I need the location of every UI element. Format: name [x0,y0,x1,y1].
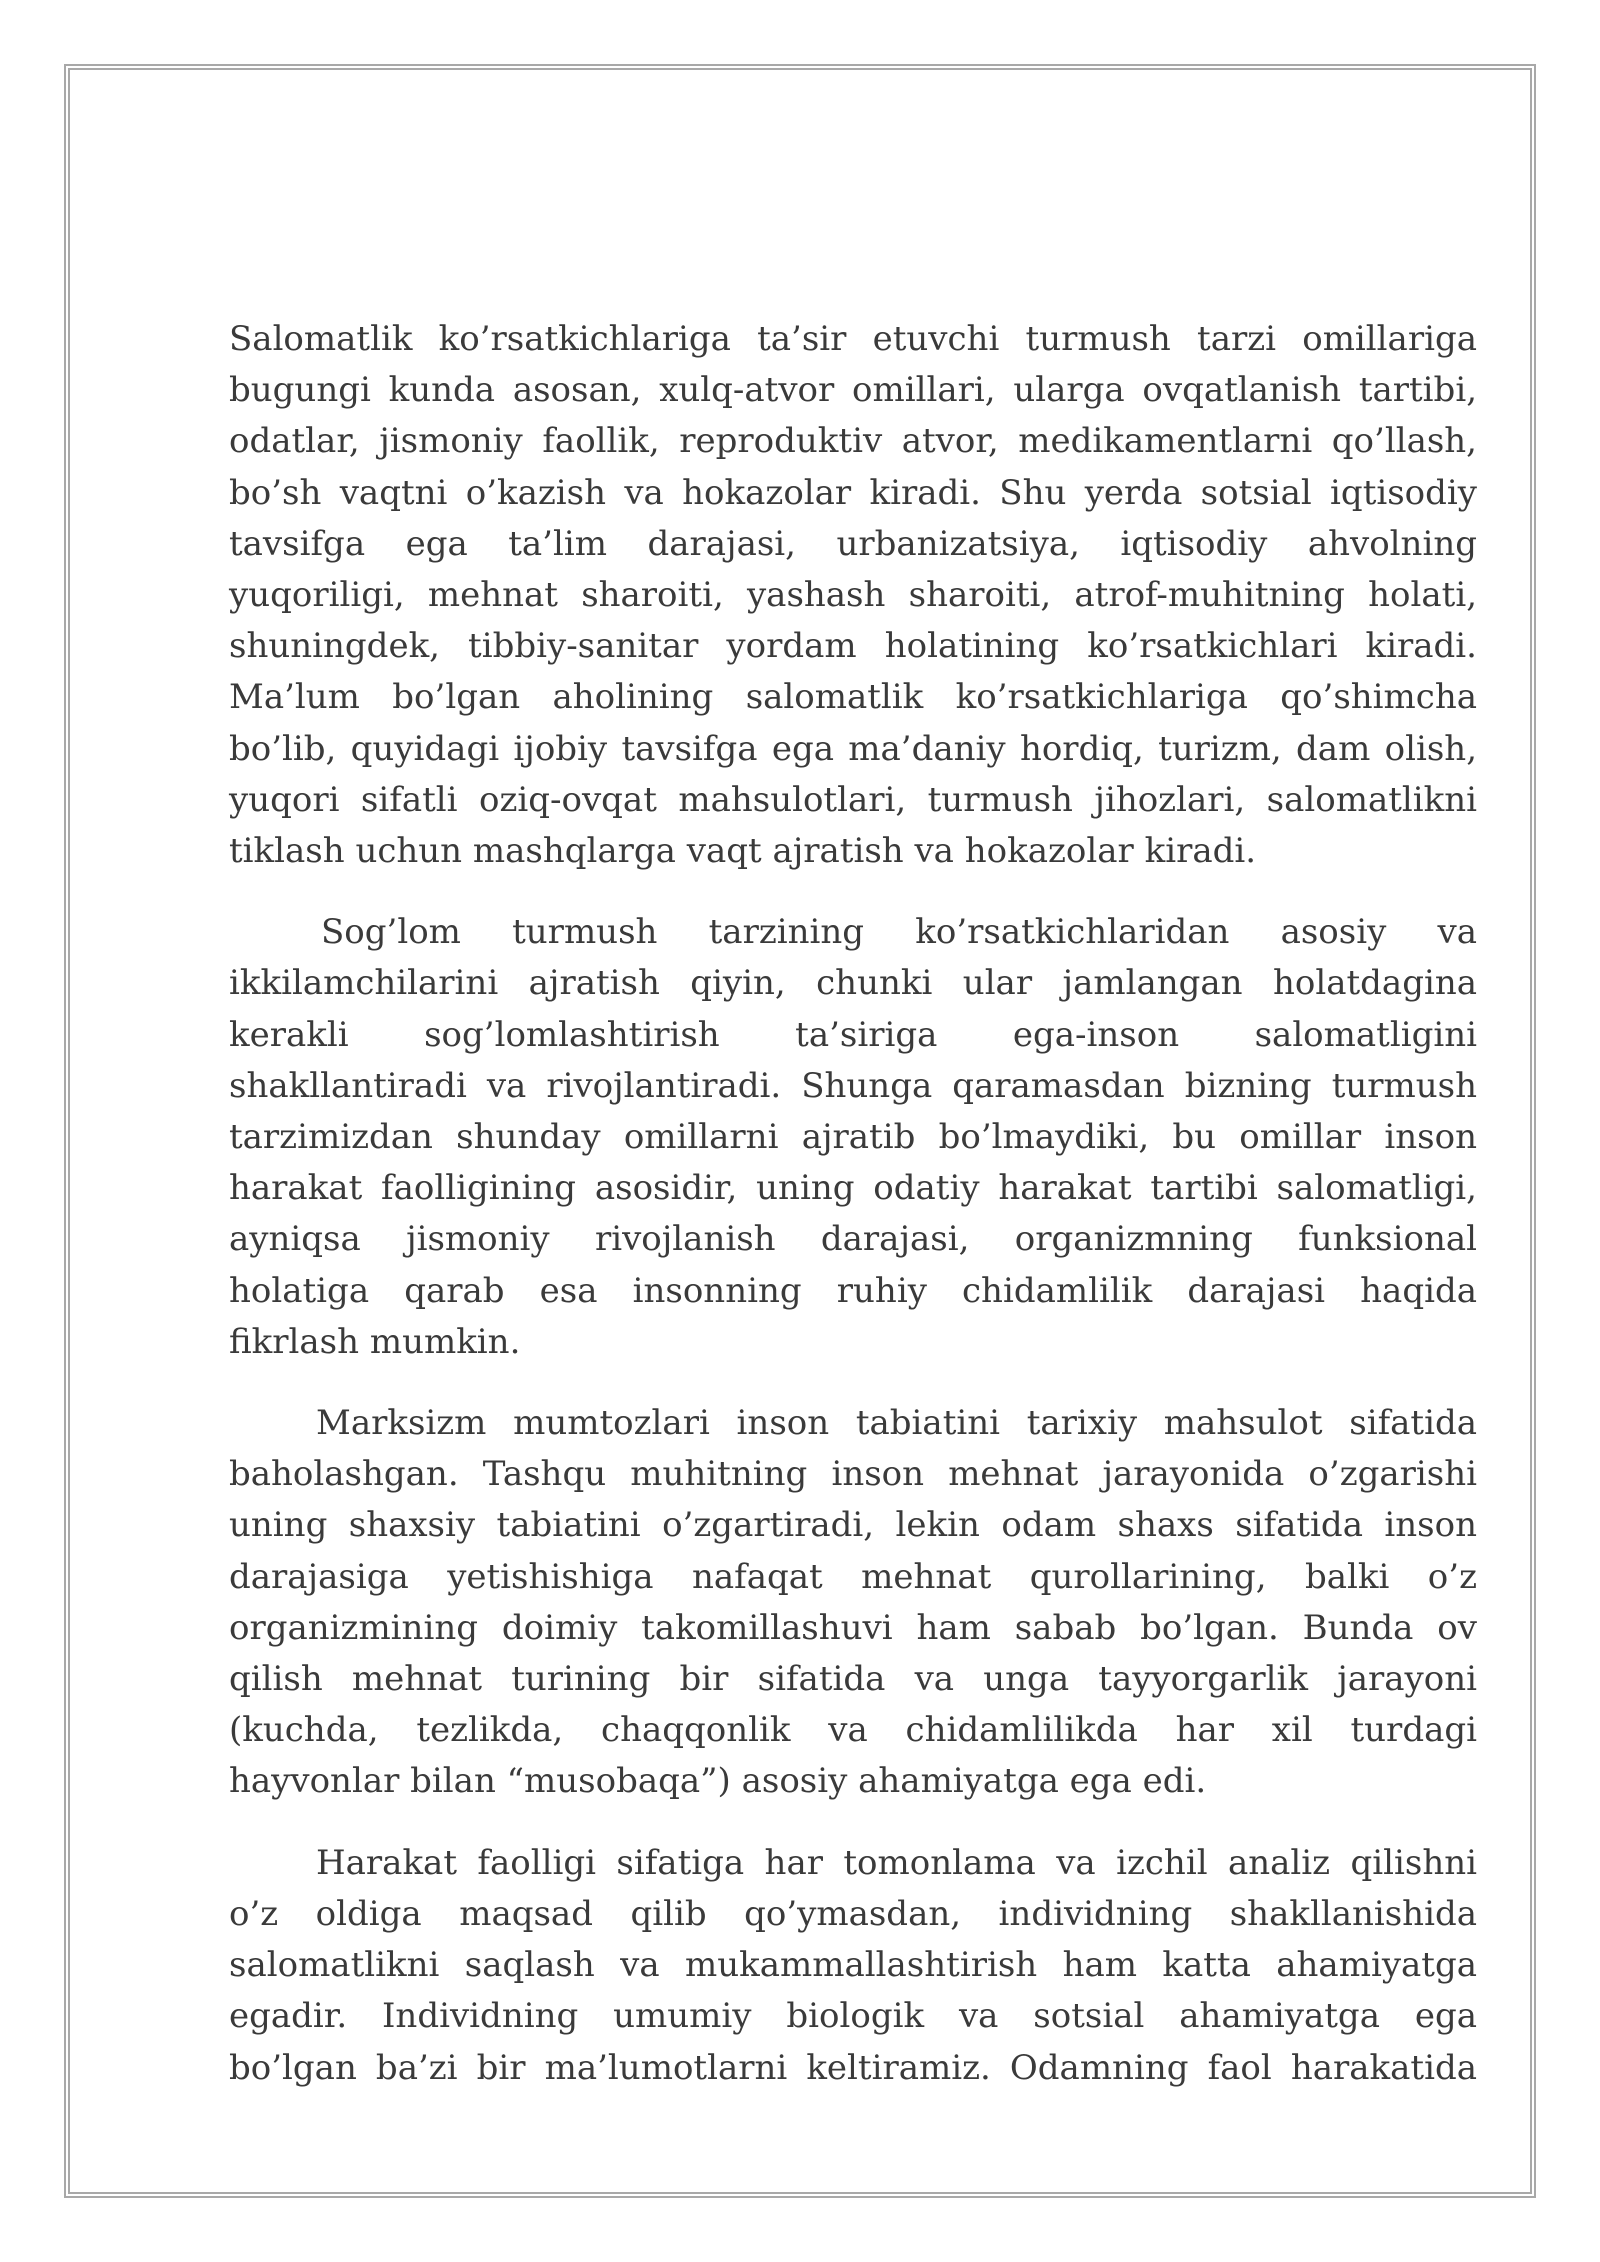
text-line: shuningdek, tibbiy-sanitar yordam holatining ko’rsatkichlari kiradi. [229,626,1477,667]
text-line: salomatlikni saqlash va mukammallashtirish ham katta ahamiyatga [229,1945,1477,1986]
text-line: yuqoriligi, mehnat sharoiti, yashash sharoiti, atrof-muhitning holati, [229,575,1477,616]
paragraph-3 [229,1398,1477,1808]
text-line: kerakli sog’lomlashtirish ta’siriga ega-inson salomatligini [229,1014,1477,1055]
paragraph-1 [229,314,1477,877]
text-line: ayniqsa jismoniy rivojlanish darajasi, organizmning funksional [229,1219,1477,1260]
text-line: baholashgan. Tashqu muhitning inson mehnat jarayonida o’zgarishi [229,1454,1477,1495]
text-line: fikrlash mumkin. [229,1321,521,1362]
paragraph-2 [229,907,1477,1368]
text-line: Salomatlik ko’rsatkichlariga ta’sir etuvchi turmush tarzi omillariga [229,319,1477,359]
text-line: organizmining doimiy takomillashuvi ham sabab bo’lgan. Bunda ov [229,1607,1477,1648]
text-line: Sog’lom turmush tarzining ko’rsatkichlaridan asosiy va [321,912,1477,953]
text-line: darajasiga yetishishiga nafaqat mehnat qurollarining, balki o’z [229,1556,1477,1597]
text-line: bo’lgan ba’zi bir ma’lumotlarni keltiramiz. Odamning faol harakatida [229,2047,1477,2088]
text-line: yuqori sifatli oziq-ovqat mahsulotlari, turmush jihozlari, salomatlikni [229,779,1477,820]
text-line: odatlar, jismoniy faollik, reproduktiv atvor, medikamentlarni qo’llash, [229,421,1477,462]
paragraph-4 [229,1838,1477,2094]
text-line: shakllantiradi va rivojlantiradi. Shunga qaramasdan bizning turmush [229,1065,1477,1106]
text-line: ikkilamchilarini ajratish qiyin, chunki ular jamlangan holatdagina [229,963,1477,1004]
text-line: (kuchda, tezlikda, chaqqonlik va chidamlilikda har xil turdagi [229,1710,1477,1751]
text-line: tiklash uchun mashqlarga vaqt ajratish va hokazolar kiradi. [229,831,1257,872]
text-line: tarzimizdan shunday omillarni ajratib bo’lmaydiki, bu omillar inson [229,1117,1477,1158]
text-line: bo’sh vaqtni o’kazish va hokazolar kiradi. Shu yerda sotsial iqtisodiy [229,472,1477,513]
document-body [229,314,1477,2094]
text-line: Ma’lum bo’lgan aholining salomatlik ko’rsatkichlariga qo’shimcha [229,677,1477,718]
text-line: qilish mehnat turining bir sifatida va unga tayyorgarlik jarayoni [229,1659,1477,1700]
text-line: o’z oldiga maqsad qilib qo’ymasdan, individning shakllanishida [229,1893,1477,1934]
text-line: hayvonlar bilan “musobaqa”) asosiy ahamiyatga ega edi. [229,1761,1207,1802]
text-line: bo’lib, quyidagi ijobiy tavsifga ega ma’daniy hordiq, turizm, dam olish, [229,728,1477,769]
text-line: Marksizm mumtozlari inson tabiatini tarixiy mahsulot sifatida [316,1403,1477,1444]
text-line: egadir. Individning umumiy biologik va sotsial ahamiyatga ega [229,1996,1477,2037]
text-line: tavsifga ega ta’lim darajasi, urbanizatsiya, iqtisodiy ahvolning [229,523,1477,564]
text-line: Harakat faolligi sifatiga har tomonlama va izchil analiz qilishni [316,1842,1477,1883]
text-line: uning shaxsiy tabiatini o’zgartiradi, lekin odam shaxs sifatida inson [229,1505,1477,1546]
text-line: bugungi kunda asosan, xulq-atvor omillari, ularga ovqatlanish tartibi, [229,370,1477,411]
text-line: harakat faolligining asosidir, uning odatiy harakat tartibi salomatligi, [229,1168,1477,1209]
text-line: holatiga qarab esa insonning ruhiy chidamlilik darajasi haqida [229,1270,1477,1311]
